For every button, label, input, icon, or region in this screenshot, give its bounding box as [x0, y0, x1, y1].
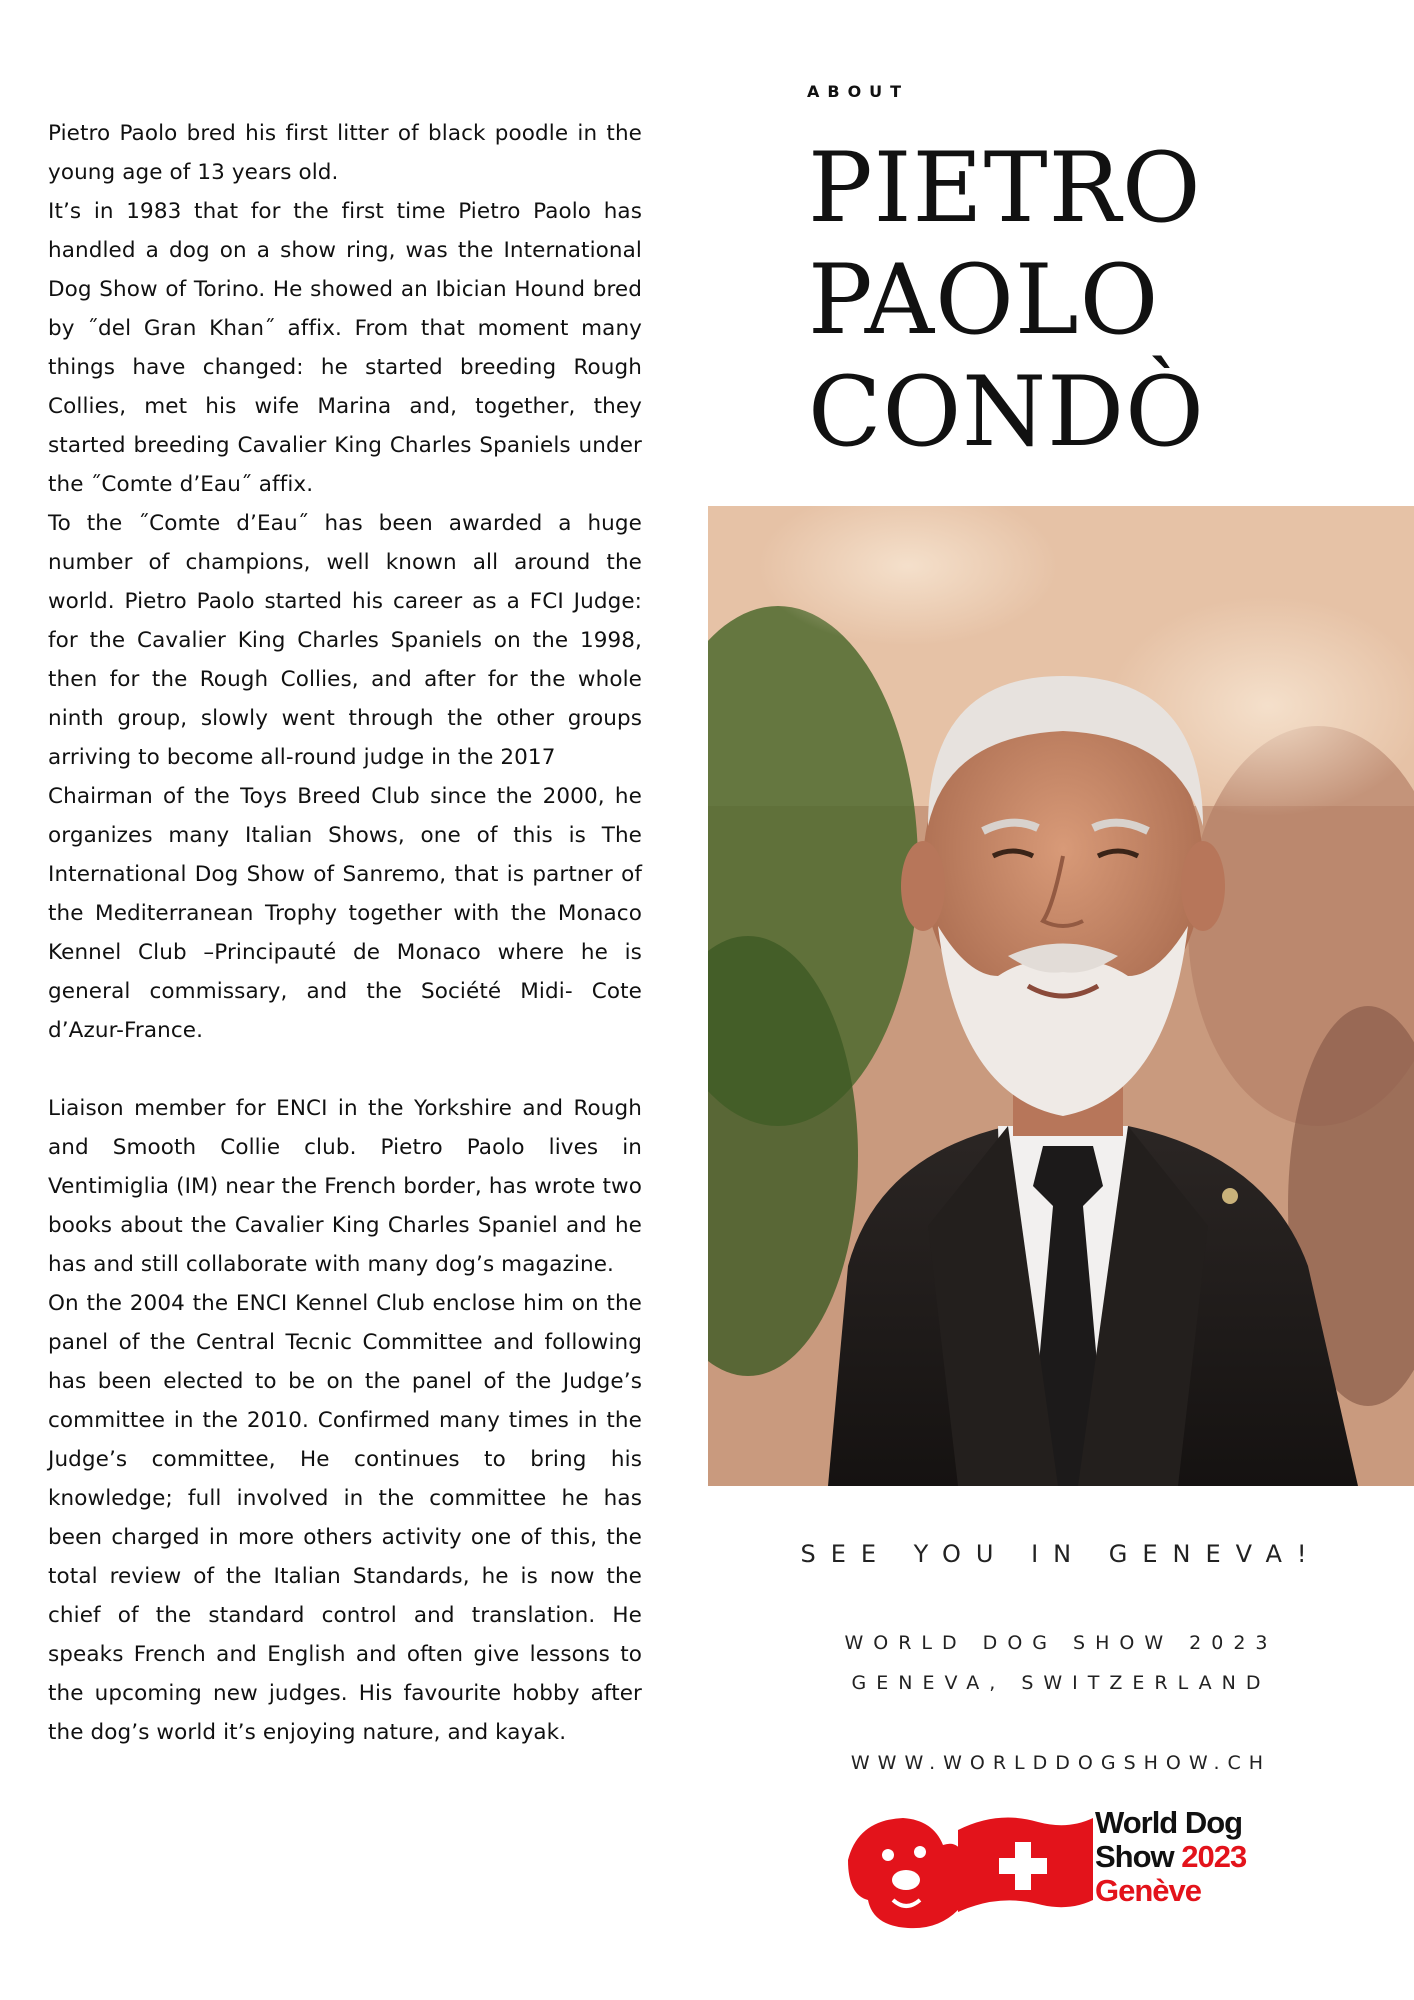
portrait-illustration	[708, 506, 1414, 1486]
website-link[interactable]: WWW.WORLDDOGSHOW.CH	[850, 1752, 1272, 1774]
event-name: WORLD DOG SHOW 2023	[844, 1632, 1278, 1654]
bio-paragraph: It’s in 1983 that for the first time Pietro Paolo has handled a dog on a show ring, was the International Dog Show of Torino. He showed an Ibician Hound bred by ˝del Gran Khan˝ affix. From that moment many things have changed: he started breeding Rough Collies, met his wife Marina and, together, they started breeding Cavalier King Charles Spaniels under the ˝Comte d’Eau˝ affix.	[48, 199, 642, 497]
about-kicker: ABOUT	[807, 82, 910, 101]
see-you-text: SEE YOU IN GENEVA!	[800, 1540, 1322, 1568]
portrait-photo	[708, 506, 1414, 1486]
logo-line: Genève	[1095, 1873, 1202, 1908]
logo-line: World Dog	[1095, 1805, 1243, 1840]
logo-year: 2023	[1181, 1839, 1247, 1874]
bio-paragraph: Liaison member for ENCI in the Yorkshire and Rough and Smooth Collie club. Pietro Paolo lives in Ventimiglia (IM) near the French border, has wrote two books about the Cavalier King Charles Spaniel and he has and still collaborate with many dog’s magazine.	[48, 1096, 642, 1277]
biography	[48, 114, 642, 1752]
bio-paragraph: Chairman of the Toys Breed Club since the 2000, he organizes many Italian Shows, one of this is The International Dog Show of Sanremo, that is partner of the Mediterranean Trophy together with the Monaco Kennel Club –Principauté de Monaco where he is general commissary, and the Société Midi- Cote d’Azur-France.	[48, 784, 642, 1043]
bio-paragraph: Pietro Paolo bred his first litter of black poodle in the young age of 13 years old.	[48, 121, 642, 185]
bio-paragraph: On the 2004 the ENCI Kennel Club enclose him on the panel of the Central Tecnic Committee and following has been elected to be on the panel of the Judge’s committee in the 2010. Confirmed many times in the Judge’s committee, He continues to bring his knowledge; full involved in the committee he has been charged in more others activity one of this, the total review of the Italian Standards, he is now the chief of the standard control and translation. He speaks French and English and often give lessons to the upcoming new judges. His favourite hobby after the dog’s world it’s enjoying nature, and kayak.	[48, 1291, 642, 1745]
bio-paragraph: To the ˝Comte d’Eau˝ has been awarded a huge number of champions, well known all around the world. Pietro Paolo started his career as a FCI Judge: for the Cavalier King Charles Spaniels on the 1998, then for the Rough Collies, and after for the whole ninth group, slowly went through the other groups arriving to become all-round judge in the 2017	[48, 511, 642, 770]
logo-wordmark	[1095, 1806, 1246, 1908]
event-location: GENEVA, SWITZERLAND	[851, 1672, 1271, 1694]
paragraph-spacer	[48, 1050, 642, 1089]
name-line: PIETRO	[808, 132, 1202, 244]
name-line: PAOLO	[808, 244, 1160, 356]
logo-line: Show	[1095, 1839, 1174, 1874]
page-title	[808, 132, 1205, 468]
name-line: CONDÒ	[808, 356, 1205, 468]
